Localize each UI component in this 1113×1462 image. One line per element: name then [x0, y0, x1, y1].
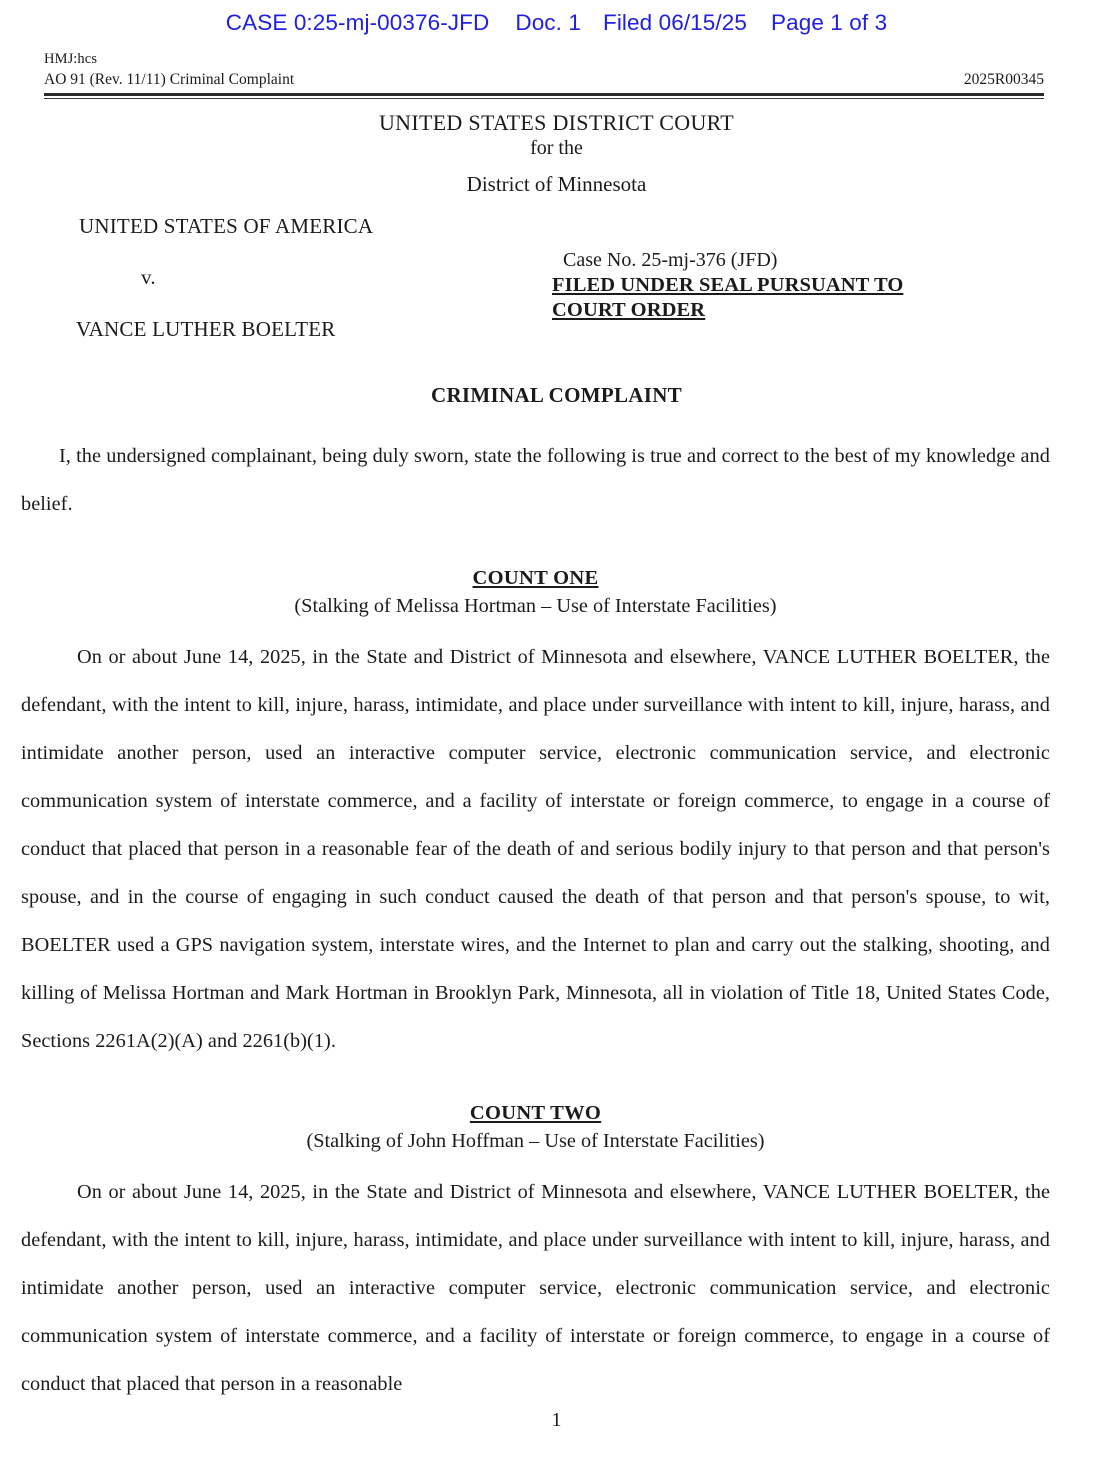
attorney-initials: HMJ:hcs [44, 51, 98, 67]
court-district: District of Minnesota [466, 172, 647, 196]
party-defendant: VANCE LUTHER BOELTER [76, 317, 336, 341]
party-plaintiff: UNITED STATES OF AMERICA [79, 214, 374, 238]
ao-form-header [44, 50, 1044, 99]
count-two-heading [21, 1099, 1050, 1127]
spacer [21, 1065, 1050, 1099]
caption-parties [76, 213, 509, 342]
preamble-paragraph: I, the undersigned complainant, being duly sworn, state the following is true and correct to the best of my knowledge and belief. [21, 445, 1050, 515]
seal-notice-line-2: COURT ORDER [552, 299, 706, 321]
ecf-header-stamp [0, 10, 1113, 36]
header-rule-thin [44, 98, 1044, 99]
case-number: Case No. 25-mj-376 (JFD) [563, 249, 778, 271]
caption-case-info [552, 247, 1052, 323]
count-two-subtitle: (Stalking of John Hoffman – Use of Interstate Facilities) [306, 1130, 765, 1152]
count-one-heading-text: COUNT ONE [472, 567, 599, 589]
court-name: UNITED STATES DISTRICT COURT [378, 110, 735, 135]
header-rule-thick [44, 93, 1044, 96]
document-body [21, 432, 1050, 1408]
count-one-subtitle: (Stalking of Melissa Hortman – Use of Interstate Facilities) [294, 595, 777, 617]
ecf-page-label: Page 1 of 3 [771, 10, 888, 35]
court-for-the: for the [530, 137, 583, 159]
court-heading [0, 110, 1113, 197]
count-two-heading-text: COUNT TWO [469, 1102, 602, 1124]
ecf-filed-date: Filed 06/15/25 [602, 10, 747, 35]
spacer [21, 1155, 1050, 1168]
page-number: 1 [551, 1409, 562, 1431]
ao-form-name: AO 91 (Rev. 11/11) Criminal Complaint [44, 71, 295, 88]
ecf-doc-number: Doc. 1 [515, 10, 581, 35]
ecf-case-number: CASE 0:25-mj-00376-JFD [225, 10, 490, 35]
count-one-body: On or about June 14, 2025, in the State and District of Minnesota and elsewhere, VANCE LUTHER BOELTER, the defendant, with the intent to kill, injure, harass, intimidate, and place under surveillance with intent to kill, injure, harass, and intimidate another person, used an interactive computer service, electronic communication service, and electronic communication system of interstate commerce, and a facility of interstate or foreign commerce, to engage in a course of conduct that placed that person in a reasonable fear of the death of and serious bodily injury to that person and that person's spouse, and in the course of engaging in such conduct caused the death of that person and that person's spouse, to wit, BOELTER used a GPS navigation system, interstate wires, and the Internet to plan and carry out the stalking, shooting, and killing of Melissa Hortman and Mark Hortman in Brooklyn Park, Minnesota, all in violation of Title 18, United States Code, Sections 2261A(2)(A) and 2261(b)(1). [21, 646, 1050, 1052]
matter-number: 2025R00345 [963, 71, 1044, 88]
ao-form-line [44, 69, 1044, 92]
count-one-heading [21, 564, 1050, 592]
seal-notice-line-1: FILED UNDER SEAL PURSUANT TO [552, 274, 904, 296]
count-two-body: On or about June 14, 2025, in the State and District of Minnesota and elsewhere, VANCE LUTHER BOELTER, the defendant, with the intent to kill, injure, harass, intimidate, and place under surveillance with intent to kill, injure, harass, and intimidate another person, used an interactive computer service, electronic communication service, and electronic communication system of interstate commerce, and a facility of interstate or foreign commerce, to engage in a course of conduct that placed that person in a reasonable [21, 1181, 1050, 1395]
page-title: CRIMINAL COMPLAINT [431, 383, 682, 407]
party-versus: v. [141, 265, 156, 289]
spacer [21, 528, 1050, 564]
case-caption [0, 213, 1113, 343]
seal-notice [552, 273, 1052, 323]
spacer [21, 620, 1050, 633]
